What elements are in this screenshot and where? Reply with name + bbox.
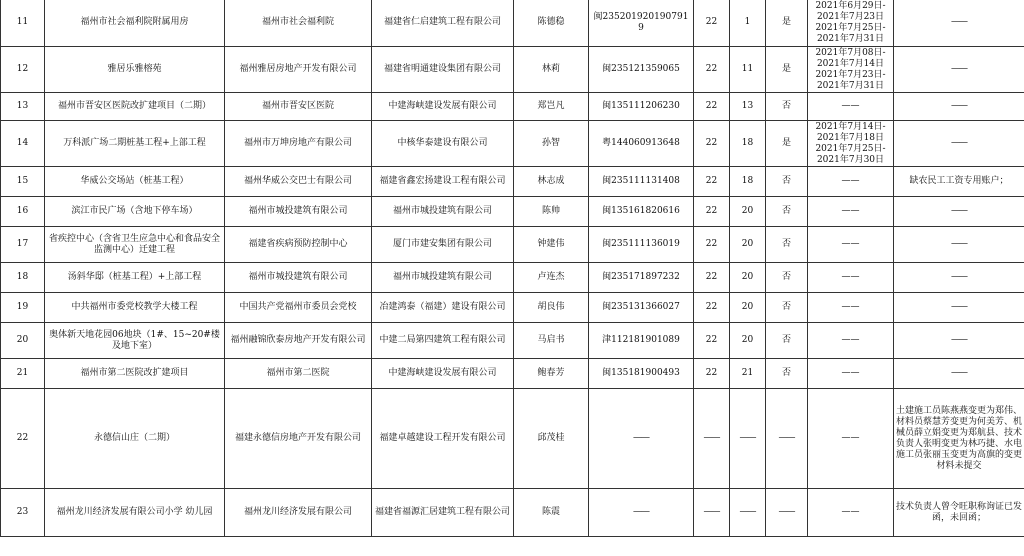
builder-name: 福州市社会福利院 — [225, 0, 372, 47]
suspension-dates — [808, 121, 894, 167]
project-name: 滨江市民广场（含地下停车场） — [45, 197, 225, 227]
count-a: 22 — [694, 227, 730, 263]
builder-name: 中国共产党福州市委员会党校 — [225, 293, 372, 323]
suspension-dates — [808, 47, 894, 93]
builder-name: 福州市城投建筑有限公司 — [225, 197, 372, 227]
project-manager: 郑岂凡 — [514, 93, 589, 121]
project-name: 汤斜华邸（桩基工程）+上部工程 — [45, 263, 225, 293]
date-line: 2021年7月08日- — [815, 47, 886, 58]
count-b: —— — [730, 489, 766, 537]
suspension-dates — [808, 323, 894, 359]
builder-name: 福州融锦欣泰房地产开发有限公司 — [225, 323, 372, 359]
count-b: 20 — [730, 197, 766, 227]
count-b: 11 — [730, 47, 766, 93]
certificate-number: 闽235131366027 — [589, 293, 694, 323]
remarks: —— — [894, 47, 1024, 93]
table-row — [1, 359, 1024, 389]
remarks: —— — [894, 197, 1024, 227]
date-line: 2021年7月31日 — [816, 33, 885, 44]
row-number: 13 — [1, 93, 45, 121]
certificate-number: 闽135181900493 — [589, 359, 694, 389]
flag-status: 否 — [766, 293, 808, 323]
count-b: 20 — [730, 227, 766, 263]
contractor-name: 福建省明通建设集团有限公司 — [372, 47, 514, 93]
row-number: 23 — [1, 489, 45, 537]
remarks: —— — [894, 323, 1024, 359]
row-number: 19 — [1, 293, 45, 323]
project-manager: 林志成 — [514, 167, 589, 197]
suspension-dates — [808, 227, 894, 263]
flag-status: 是 — [766, 121, 808, 167]
table-row — [1, 293, 1024, 323]
date-line: —— — [841, 368, 860, 378]
certificate-number: 闽235111136019 — [589, 227, 694, 263]
date-line: 2021年6月29日- — [815, 0, 886, 11]
count-a: —— — [694, 489, 730, 537]
row-number: 14 — [1, 121, 45, 167]
certificate-number: —— — [589, 489, 694, 537]
contractor-name: 中建二局第四建筑工程有限公司 — [372, 323, 514, 359]
date-line: —— — [841, 335, 860, 345]
date-line: 2021年7月23日 — [816, 11, 885, 22]
date-line: 2021年7月30日 — [816, 154, 885, 165]
table-row — [1, 263, 1024, 293]
suspension-dates — [808, 293, 894, 323]
date-line: 2021年7月14日- — [815, 121, 886, 132]
contractor-name: 福建省鑫宏扬建设工程有限公司 — [372, 167, 514, 197]
date-line: 2021年7月25日- — [815, 143, 886, 154]
project-manager: 胡良伟 — [514, 293, 589, 323]
count-b: 20 — [730, 293, 766, 323]
contractor-name: 中核华泰建设有限公司 — [372, 121, 514, 167]
count-a: —— — [694, 389, 730, 489]
project-manager: 陈震 — [514, 489, 589, 537]
project-name: 奥体新天地花园06地块（1#、15~20#楼及地下室） — [45, 323, 225, 359]
contractor-name: 福州市城投建筑有限公司 — [372, 197, 514, 227]
flag-status: —— — [766, 489, 808, 537]
project-name: 福州市晋安区医院改扩建项目（二期） — [45, 93, 225, 121]
project-name: 福州市社会福利院附属用房 — [45, 0, 225, 47]
certificate-number: 闽135111206230 — [589, 93, 694, 121]
table-row — [1, 0, 1024, 47]
project-manager: 邱茂桂 — [514, 389, 589, 489]
table-row — [1, 489, 1024, 537]
project-manager: 钟建伟 — [514, 227, 589, 263]
builder-name: 福州龙川经济发展有限公司 — [225, 489, 372, 537]
date-line: 2021年7月23日- — [815, 69, 886, 80]
project-manager: 陈德稳 — [514, 0, 589, 47]
count-b: 1 — [730, 0, 766, 47]
flag-status: 否 — [766, 197, 808, 227]
suspension-dates — [808, 489, 894, 537]
project-manager: 陈帅 — [514, 197, 589, 227]
remarks: —— — [894, 0, 1024, 47]
contractor-name: 厦门市建安集团有限公司 — [372, 227, 514, 263]
remarks: —— — [894, 263, 1024, 293]
count-b: 21 — [730, 359, 766, 389]
builder-name: 福州雅居房地产开发有限公司 — [225, 47, 372, 93]
project-name: 华威公交场站（桩基工程） — [45, 167, 225, 197]
flag-status: —— — [766, 389, 808, 489]
project-name: 省疾控中心（含省卫生应急中心和食品安全监测中心）迁建工程 — [45, 227, 225, 263]
certificate-number: 闽235171897232 — [589, 263, 694, 293]
flag-status: 是 — [766, 0, 808, 47]
count-a: 22 — [694, 197, 730, 227]
date-line: 2021年7月31日 — [816, 80, 885, 91]
builder-name: 福州市万坤房地产有限公司 — [225, 121, 372, 167]
project-name: 福州龙川经济发展有限公司小学 幼儿园 — [45, 489, 225, 537]
builder-name: 福建省疾病预防控制中心 — [225, 227, 372, 263]
certificate-number: 津112181901089 — [589, 323, 694, 359]
row-number: 18 — [1, 263, 45, 293]
date-line: —— — [841, 101, 860, 111]
count-b: 18 — [730, 167, 766, 197]
count-a: 22 — [694, 359, 730, 389]
project-name: 福州市第二医院改扩建项目 — [45, 359, 225, 389]
row-number: 20 — [1, 323, 45, 359]
certificate-number: 闽235121359065 — [589, 47, 694, 93]
contractor-name: 福州市城投建筑有限公司 — [372, 263, 514, 293]
contractor-name: 福建卓越建设工程开发有限公司 — [372, 389, 514, 489]
contractor-name: 福建省仁启建筑工程有限公司 — [372, 0, 514, 47]
date-line: —— — [841, 507, 860, 517]
project-manager: 鲍春芳 — [514, 359, 589, 389]
project-name: 雅居乐雅榕苑 — [45, 47, 225, 93]
count-a: 22 — [694, 263, 730, 293]
count-b: —— — [730, 389, 766, 489]
flag-status: 否 — [766, 227, 808, 263]
contractor-name: 中建海峡建设发展有限公司 — [372, 93, 514, 121]
suspension-dates — [808, 167, 894, 197]
row-number: 11 — [1, 0, 45, 47]
date-line: —— — [841, 206, 860, 216]
date-line: —— — [841, 239, 860, 249]
certificate-number: 粤144060913648 — [589, 121, 694, 167]
contractor-name: 福建省福源汇居建筑工程有限公司 — [372, 489, 514, 537]
builder-name: 福州市城投建筑有限公司 — [225, 263, 372, 293]
row-number: 21 — [1, 359, 45, 389]
table-row — [1, 389, 1024, 489]
row-number: 15 — [1, 167, 45, 197]
contractor-name: 中建海峡建设发展有限公司 — [372, 359, 514, 389]
project-name: 万科派广场二期桩基工程+上部工程 — [45, 121, 225, 167]
count-a: 22 — [694, 93, 730, 121]
certificate-number: —— — [589, 389, 694, 489]
row-number: 16 — [1, 197, 45, 227]
project-manager: 林莉 — [514, 47, 589, 93]
flag-status: 否 — [766, 323, 808, 359]
date-line: 2021年7月18日 — [816, 132, 885, 143]
date-line: —— — [841, 272, 860, 282]
table-row — [1, 47, 1024, 93]
date-line: 2021年7月14日 — [816, 58, 885, 69]
date-line: —— — [841, 302, 860, 312]
count-b: 20 — [730, 263, 766, 293]
date-line: —— — [841, 176, 860, 186]
count-a: 22 — [694, 167, 730, 197]
builder-name: 福州市晋安区医院 — [225, 93, 372, 121]
count-b: 20 — [730, 323, 766, 359]
project-manager: 卢连杰 — [514, 263, 589, 293]
certificate-number: 闽2352019201907919 — [589, 0, 694, 47]
contractor-name: 冶建鸿泰（福建）建设有限公司 — [372, 293, 514, 323]
project-manager: 孙智 — [514, 121, 589, 167]
flag-status: 否 — [766, 167, 808, 197]
date-line: —— — [841, 433, 860, 443]
flag-status: 否 — [766, 359, 808, 389]
flag-status: 否 — [766, 93, 808, 121]
flag-status: 是 — [766, 47, 808, 93]
builder-name: 福建永德信房地产开发有限公司 — [225, 389, 372, 489]
certificate-number: 闽135161820616 — [589, 197, 694, 227]
row-number: 12 — [1, 47, 45, 93]
suspension-dates — [808, 389, 894, 489]
table-row — [1, 121, 1024, 167]
count-b: 13 — [730, 93, 766, 121]
table-body — [1, 0, 1024, 537]
project-name: 中共福州市委党校教学大楼工程 — [45, 293, 225, 323]
table-row — [1, 227, 1024, 263]
suspension-dates — [808, 0, 894, 47]
suspension-dates — [808, 359, 894, 389]
remarks: —— — [894, 93, 1024, 121]
remarks: —— — [894, 227, 1024, 263]
remarks: 土建施工员陈燕燕变更为郑伟、材料员蔡慧芳变更为何美芳、机械员薛立娟变更为郑航县、技术负责人张明变更为林巧捷、水电施工员张丽玉变更为高旗的变更材料未提交 — [894, 389, 1024, 489]
remarks: 技术负责人曾令旺职称询证已发函，未回函； — [894, 489, 1024, 537]
count-a: 22 — [694, 323, 730, 359]
table-row — [1, 197, 1024, 227]
count-a: 22 — [694, 121, 730, 167]
table-row — [1, 323, 1024, 359]
suspension-dates — [808, 197, 894, 227]
row-number: 17 — [1, 227, 45, 263]
project-name: 永德信山庄（二期） — [45, 389, 225, 489]
count-a: 22 — [694, 47, 730, 93]
count-a: 22 — [694, 293, 730, 323]
count-a: 22 — [694, 0, 730, 47]
count-b: 18 — [730, 121, 766, 167]
builder-name: 福州华威公交巴士有限公司 — [225, 167, 372, 197]
remarks: —— — [894, 121, 1024, 167]
suspension-dates — [808, 263, 894, 293]
row-number: 22 — [1, 389, 45, 489]
date-line: 2021年7月25日- — [815, 22, 886, 33]
project-manager: 马启书 — [514, 323, 589, 359]
table-row — [1, 167, 1024, 197]
remarks: —— — [894, 293, 1024, 323]
remarks: —— — [894, 359, 1024, 389]
certificate-number: 闽235111131408 — [589, 167, 694, 197]
table-row — [1, 93, 1024, 121]
suspension-dates — [808, 93, 894, 121]
flag-status: 否 — [766, 263, 808, 293]
remarks: 缺农民工工资专用账户； — [894, 167, 1024, 197]
builder-name: 福州市第二医院 — [225, 359, 372, 389]
